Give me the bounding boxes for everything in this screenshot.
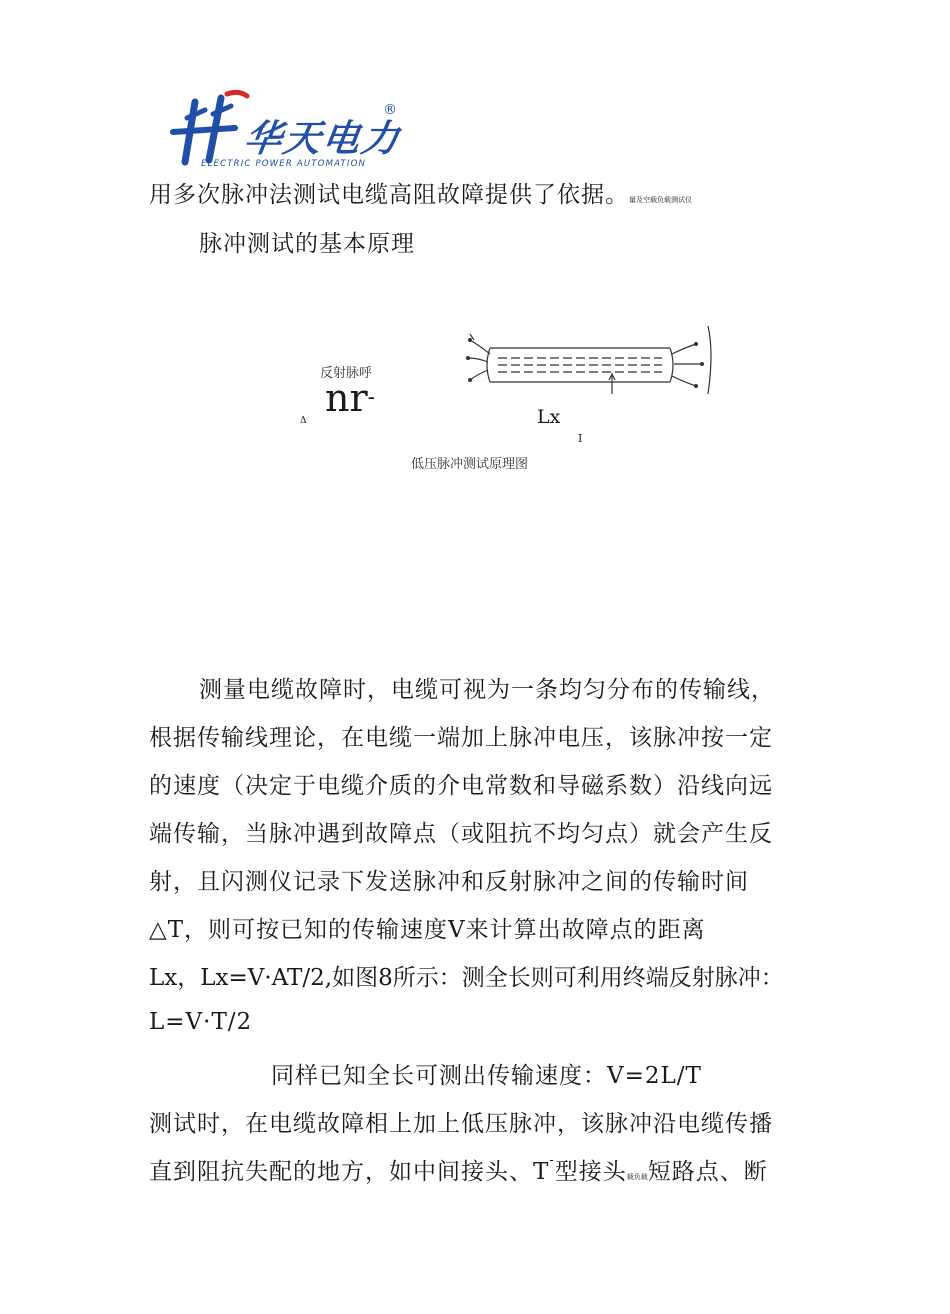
waveform-text xyxy=(325,378,375,418)
paragraph-line-7: Lx，Lx=V·AT/2,如图8所示：测全长则可利用终端反射脉冲： xyxy=(149,965,784,991)
paragraph2-line-2 xyxy=(149,1153,768,1186)
paragraph-line-3: 的速度（决定于电缆介质的介电常数和导磁系数）沿线向远 xyxy=(149,773,773,799)
paragraph2-line-2b: 型接头 xyxy=(554,1159,627,1185)
intro-text: 用多次脉冲法测试电缆高阻故障提供了依据。 xyxy=(149,182,629,208)
paragraph-line-5: 射，且闪测仪记录下发送脉冲和反射脉冲之间的传输时间 xyxy=(149,869,749,895)
logo-english-name: ELECTRIC POWER AUTOMATION xyxy=(201,159,367,169)
delta-mark: Δ xyxy=(300,416,307,426)
small-mark: I xyxy=(578,432,583,445)
paragraph2-line-2a: 直到阻抗失配的地方，如中间接头、T xyxy=(149,1159,550,1185)
reflect-pulse-label: 反射脉呼 xyxy=(320,366,373,381)
intro-line xyxy=(149,176,692,209)
section-title: 脉冲测试的基本原理 xyxy=(199,231,415,257)
formula-line: 同样已知全长可测出传输速度：V=2L/T xyxy=(271,1063,702,1089)
paragraph-line-8: L=V·T/2 xyxy=(149,1009,253,1035)
paragraph-line-1: 测量电缆故障时，电缆可视为一条均匀分布的传输线， xyxy=(199,677,775,703)
paragraph2-small-text: 载负载 xyxy=(626,1173,648,1181)
company-logo xyxy=(165,88,405,174)
paragraph-line-6: △T，则可按已知的传输速度V来计算出故障点的距离 xyxy=(149,917,706,943)
waveform-glyphs: nr xyxy=(325,376,368,420)
paragraph2-line-1: 测试时，在电缆故障相上加上低压脉冲，该脉冲沿电缆传播 xyxy=(149,1111,773,1137)
waveform-tick: - xyxy=(367,385,376,410)
registered-mark: ® xyxy=(383,102,397,118)
paragraph2-superscript: - xyxy=(549,1153,555,1168)
paragraph2-line-2c: 短路点、断 xyxy=(647,1159,768,1185)
paragraph-line-4: 端传输，当脉冲遇到故障点（或阻抗不均匀点）就会产生反 xyxy=(149,821,773,847)
intro-small-text: 量及空载负载测试仪 xyxy=(629,196,692,204)
lx-label: Lx xyxy=(537,406,561,428)
logo-chinese-name: 华天电力 xyxy=(241,117,404,160)
figure-caption: 低压脉冲测试原理图 xyxy=(411,457,529,472)
cable-diagram xyxy=(462,322,722,400)
paragraph-line-2: 根据传输线理论，在电缆一端加上脉冲电压，该脉冲按一定 xyxy=(149,725,773,751)
